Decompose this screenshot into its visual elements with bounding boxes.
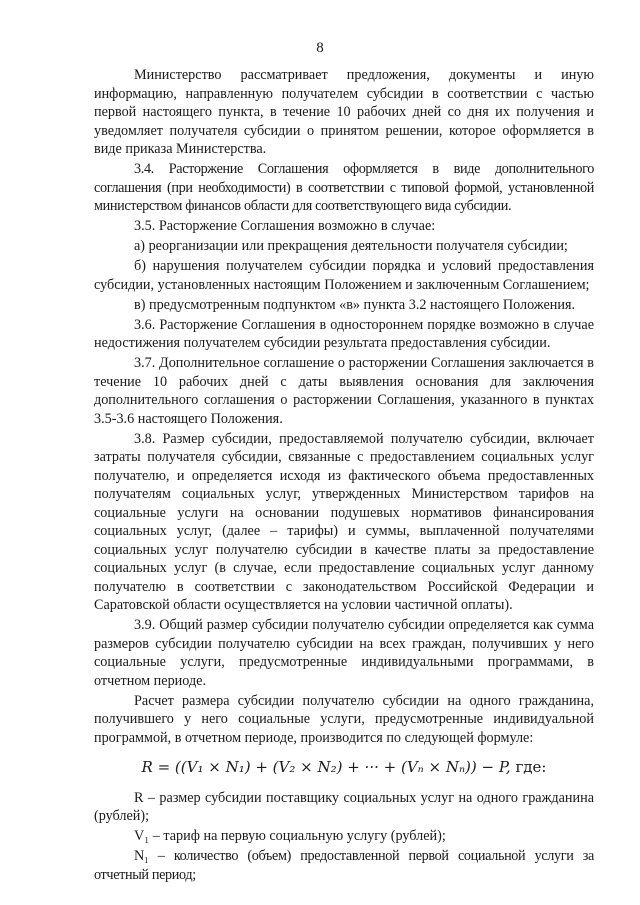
formula-expression: R = ((V₁ × N₁) + (V₂ × N₂) + ··· + (Vₙ × Nₙ)) − P, bbox=[141, 758, 511, 776]
document-body bbox=[94, 66, 594, 886]
definition-N1: N₁ – количество (объем) предоставленной первой социальной услуги за отчетный период; bbox=[94, 848, 594, 883]
paragraph-3-7: 3.7. Дополнительное соглашение о расторжении Соглашения заключается в течение 10 рабочих дней с даты выявления основания для заключения дополнительного соглашения о расторжении Соглашения, указанного в пунктах 3.5-3.6 настоящего Положения. bbox=[94, 355, 594, 427]
definition-R: R – размер субсидии поставщику социальных услуг на одного гражданина (рублей); bbox=[94, 789, 594, 824]
paragraph-3-4: 3.4. Расторжение Соглашения оформляется в виде дополнительного соглашения (при необходимости) в соответствии с типовой формой, установленной министерством финансов области для соответствующего вида субсидии. bbox=[94, 161, 594, 214]
paragraph-3-9: 3.9. Общий размер субсидии получателю субсидии определяется как сумма размеров субсидии получателю субсидии на всех граждан, получивших у него социальные услуги, предусмотренные индивидуальными программами, в отчетном периоде. bbox=[94, 617, 594, 689]
definition-V1: V₁ – тариф на первую социальную услугу (рублей); bbox=[134, 828, 446, 844]
list-item-3-5-b: б) нарушения получателем субсидии порядка и условий предоставления субсидии, установленных настоящим Положением и заключенным Соглашением; bbox=[94, 258, 594, 293]
page-number: 8 bbox=[316, 40, 324, 56]
formula-suffix: где: bbox=[515, 758, 547, 776]
paragraph-3-5: 3.5. Расторжение Соглашения возможно в случае: bbox=[134, 218, 436, 234]
list-item-3-5-a: а) реорганизации или прекращения деятельности получателя субсидии; bbox=[134, 238, 568, 254]
paragraph-3-8: 3.8. Размер субсидии, предоставляемой получателю субсидии, включает затраты получателя субсидии, связанные с предоставлением социальных услуг получателю, и определяется исходя из фактического объема предоставленных получателям социальных услуг, утвержденных Министерством тарифов на социальные услуги на основании подушевых нормативов финансирования социальных услуг, (далее – тарифы) и суммы, выплаченной получателями социальных услуг получателю субсидии в качестве платы за предоставление социальных услуг (в случае, если предоставление социальных услуг данному получателю в соответствии с законодательством Российской Федерации и Саратовской области осуществляется на условии частичной оплаты). bbox=[94, 430, 594, 613]
subsidy-formula bbox=[94, 758, 594, 777]
paragraph-3-6: 3.6. Расторжение Соглашения в одностороннем порядке возможно в случае недостижения получателем субсидии результата предоставления субсидии. bbox=[94, 316, 594, 351]
list-item-3-5-v: в) предусмотренным подпунктом «в» пункта 3.2 настоящего Положения. bbox=[134, 296, 576, 313]
paragraph-calculation: Расчет размера субсидии получателю субсидии на одного гражданина, получившего у него социальные услуги, предусмотренные индивидуальной программой, в отчетном периоде, производится по следующей формуле: bbox=[94, 692, 594, 746]
paragraph-ministry-review: Министерство рассматривает предложения, документы и иную информацию, направленную получателем субсидии в соответствии с частью первой настоящего пункта, в течение 10 рабочих дней со дня их получения и уведомляет получателя субсидии о принятом решении, которое оформляется в виде приказа Министерства. bbox=[94, 67, 594, 157]
